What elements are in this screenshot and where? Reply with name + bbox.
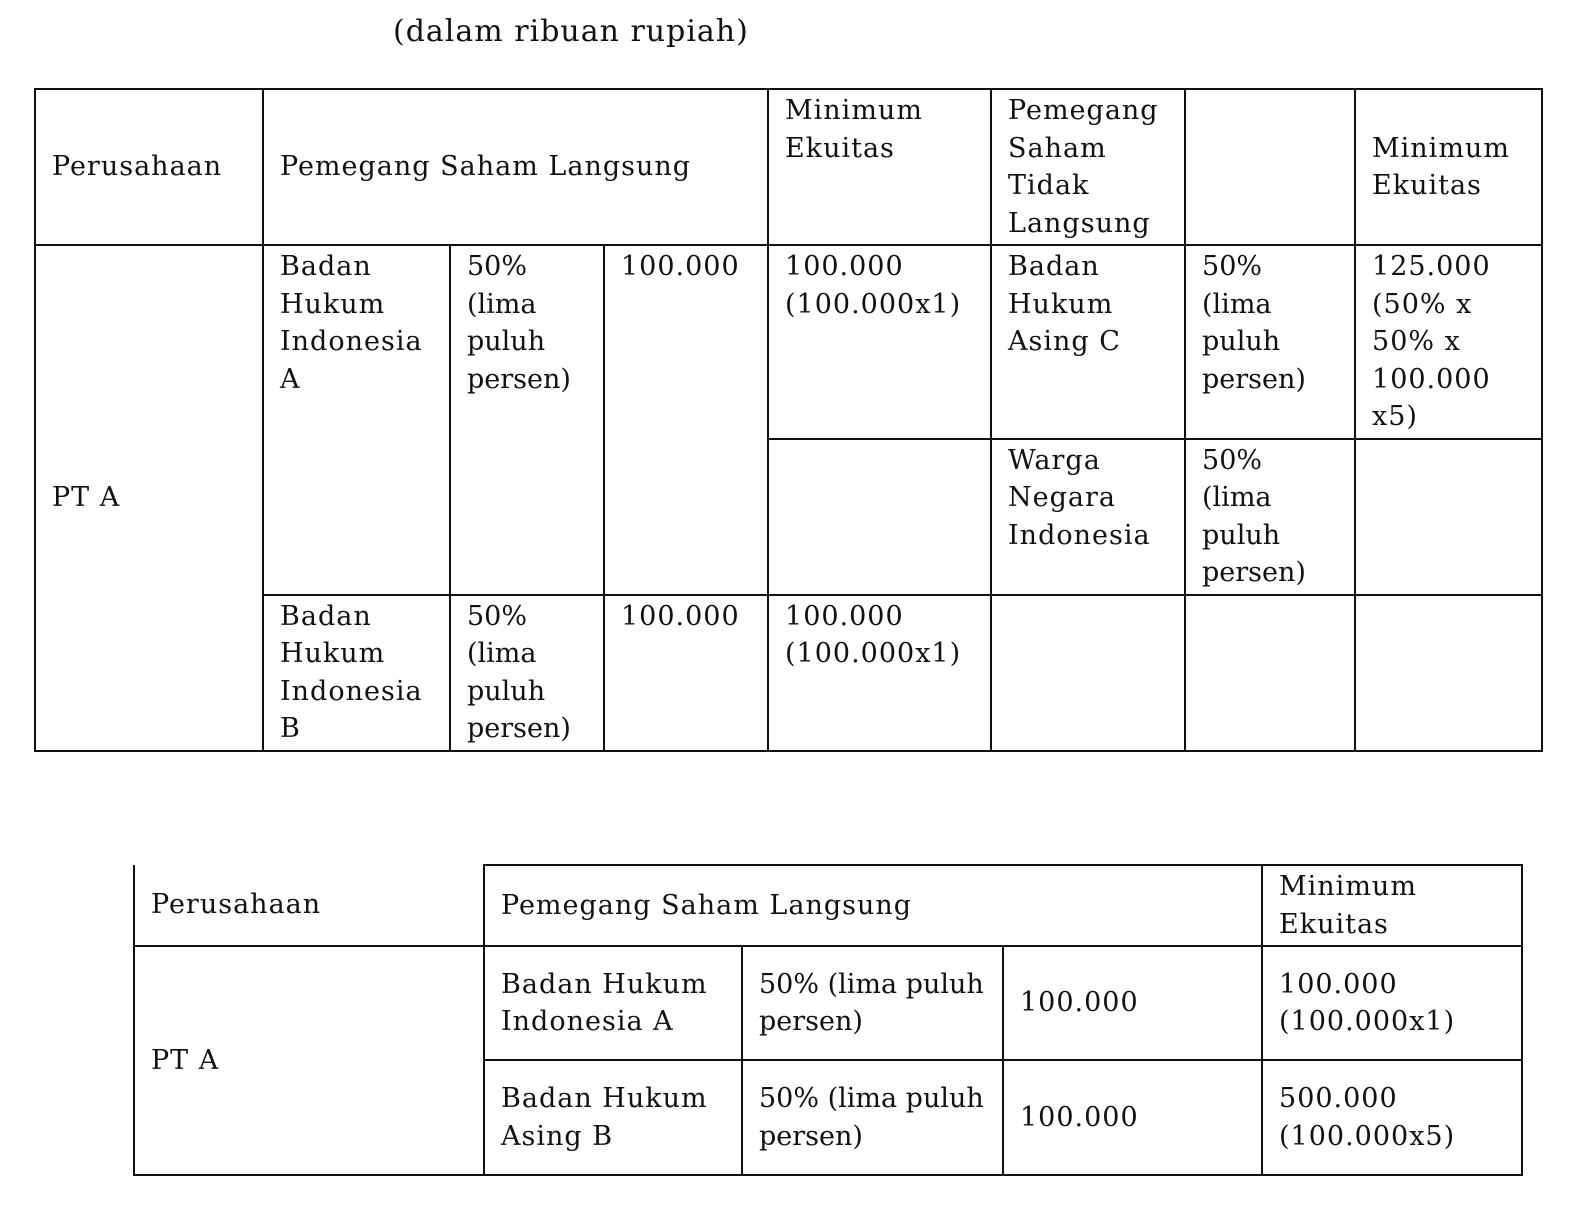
header-company: Perusahaan	[134, 865, 484, 946]
indirect-min-equity-cell: 125.000 (50% x 50% x 100.000 x5)	[1355, 245, 1542, 439]
indirect-holder-cell: Badan Hukum Asing C	[991, 245, 1185, 439]
header-min-equity: Minimum Ekuitas	[1262, 865, 1522, 946]
share-cell: 50% (lima puluh persen)	[742, 1060, 1003, 1175]
amount-cell: 100.000	[604, 595, 768, 751]
holder-cell: Badan Hukum Indonesia A	[263, 245, 450, 595]
table-header-row	[134, 865, 1522, 946]
holder-cell: Badan Hukum Indonesia A	[484, 946, 742, 1060]
header-blank	[1185, 89, 1355, 245]
min-equity-cell: 100.000 (100.000x1)	[768, 245, 991, 439]
share-cell: 50% (lima puluh persen)	[450, 595, 604, 751]
indirect-holder-cell	[991, 595, 1185, 751]
indirect-share-cell	[1185, 595, 1355, 751]
amount-cell: 100.000	[1003, 946, 1262, 1060]
direct-shareholder-table	[133, 864, 1523, 1176]
header-min-equity-2: Minimum Ekuitas	[1355, 89, 1542, 245]
min-equity-cell: 500.000 (100.000x5)	[1262, 1060, 1522, 1175]
share-cell: 50% (lima puluh persen)	[742, 946, 1003, 1060]
holder-cell: Badan Hukum Asing B	[484, 1060, 742, 1175]
table-row	[134, 946, 1522, 1060]
company-cell: PT A	[134, 946, 484, 1175]
header-indirect-shareholder: Pemegang Saham Tidak Langsung	[991, 89, 1185, 245]
amount-cell: 100.000	[1003, 1060, 1262, 1175]
table-row	[35, 245, 1542, 439]
table-header-row	[35, 89, 1542, 245]
indirect-share-cell: 50% (lima puluh persen)	[1185, 439, 1355, 595]
header-company: Perusahaan	[35, 89, 263, 245]
indirect-share-cell: 50% (lima puluh persen)	[1185, 245, 1355, 439]
indirect-min-equity-cell	[1355, 595, 1542, 751]
header-direct-shareholder: Pemegang Saham Langsung	[484, 865, 1262, 946]
header-min-equity: Minimum Ekuitas	[768, 89, 991, 245]
indirect-shareholder-table	[34, 88, 1543, 752]
holder-cell: Badan Hukum Indonesia B	[263, 595, 450, 751]
amount-cell: 100.000	[604, 245, 768, 595]
company-cell: PT A	[35, 245, 263, 751]
share-cell: 50% (lima puluh persen)	[450, 245, 604, 595]
min-equity-cell	[768, 439, 991, 595]
min-equity-cell: 100.000 (100.000x1)	[1262, 946, 1522, 1060]
header-direct-shareholder: Pemegang Saham Langsung	[263, 89, 768, 245]
min-equity-cell: 100.000 (100.000x1)	[768, 595, 991, 751]
table-caption: (dalam ribuan rupiah)	[393, 14, 749, 49]
indirect-min-equity-cell	[1355, 439, 1542, 595]
indirect-holder-cell: Warga Negara Indonesia	[991, 439, 1185, 595]
